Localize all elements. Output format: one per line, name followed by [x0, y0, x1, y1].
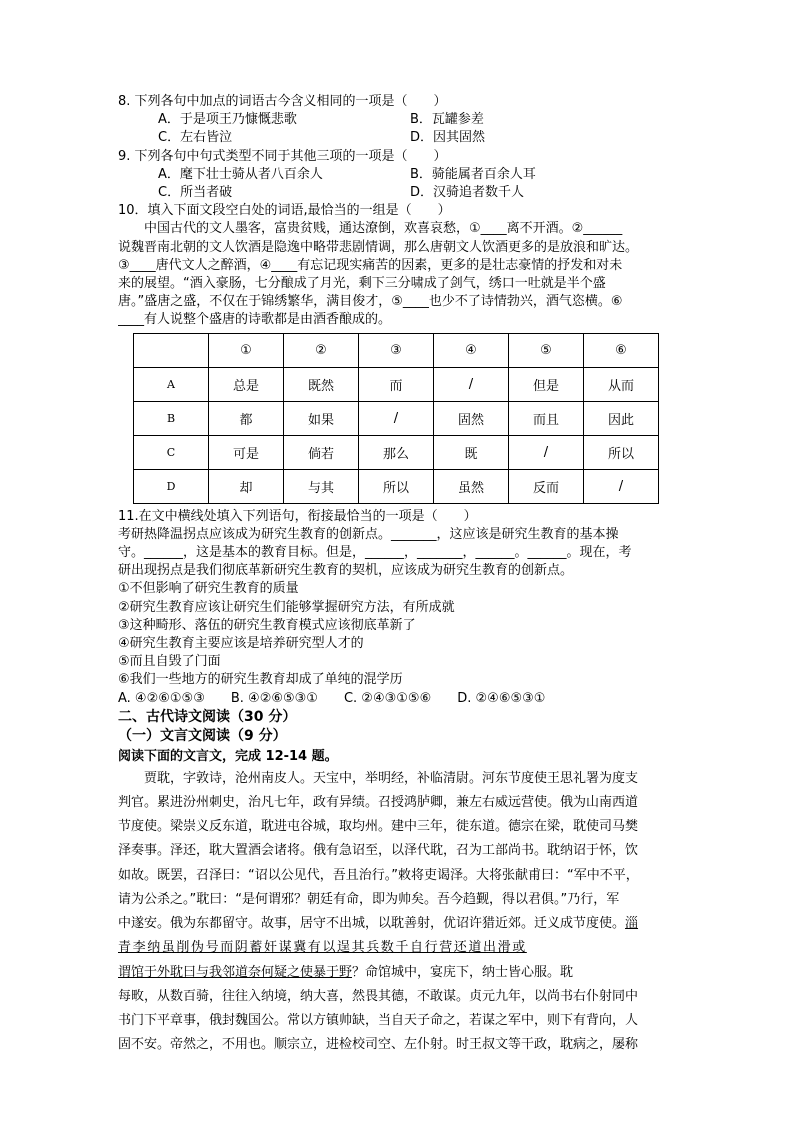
q11-text-line: 研出现拐点是我们彻底革新研究生教育的契机，应该成为研究生教育的创新点。: [118, 563, 574, 579]
q11-stem: 11.在文中横线处填入下列语句，衔接最恰当的一项是（ ）: [118, 508, 477, 524]
table-row-label: D: [134, 469, 209, 503]
q11-item: ⑤而且自毁了门面: [118, 654, 221, 670]
table-cell: ④: [434, 333, 509, 367]
q9-option-d: D．汉骑追者数千人: [410, 185, 525, 201]
q9-option-a: A．麾下壮士骑从者八百余人: [158, 166, 323, 182]
table-row-label: C: [134, 435, 209, 469]
q8-option-c: C．左右皆泣: [158, 130, 233, 146]
q10-text-line: ____有人说整个盛唐的诗歌都是由酒香酿成的。: [118, 312, 392, 328]
table-cell: 而且: [509, 401, 584, 435]
table-row-label: A: [134, 367, 209, 401]
q10-stem: 10．填入下面文段空白处的词语,最恰当的一组是（ ）: [118, 203, 451, 219]
table-row: [134, 435, 659, 469]
q9-option-b: B．骑能属者百余人耳: [410, 166, 536, 182]
q8-option-d: D．因其固然: [410, 130, 486, 146]
passage-text: 中遂安。俄为东都留守。故事，居守不出城，以耽善射，优诏许猎近郊。迁义成节度使。: [118, 916, 626, 932]
table-cell: /: [359, 401, 434, 435]
table-cell: ⑤: [509, 333, 584, 367]
table-cell: 既: [434, 435, 509, 469]
q8-option-a: A．于是项王乃慷慨悲歌: [158, 112, 297, 128]
passage-line: 如故。既罢，召泽曰：“诏以公见代，吾且治行。”敕将吏谒泽。大将张献甫曰：“军中不平，: [118, 867, 639, 883]
table-cell: 从而: [584, 367, 659, 401]
q8-options-row2: [118, 129, 678, 147]
table-cell: 总是: [209, 367, 284, 401]
q8-option-b: B．瓦罐参差: [410, 112, 484, 128]
table-cell: 但是: [509, 367, 584, 401]
table-cell: ①: [209, 333, 284, 367]
q9-options-row2: [118, 184, 678, 202]
q11-text-line: 考研热降温拐点应该成为研究生教育的创新点。_______，这应该是研究生教育的基本操: [118, 526, 619, 542]
passage-line: [118, 912, 678, 936]
q9-stem: 9. 下列各句中句式类型不同于其他三项的一项是（ ）: [118, 148, 447, 164]
table-cell: [134, 333, 209, 367]
q10-text-line: 唐。”盛唐之盛，不仅在于锦绣繁华，满目俊才，⑤____也少不了诗情勃兴，酒气恣横。⑥: [118, 294, 623, 310]
table-cell: 如果: [284, 401, 359, 435]
table-cell: 所以: [359, 469, 434, 503]
table-cell: 与其: [284, 469, 359, 503]
q10-text-line: 来的展望。“酒入豪肠，七分酿成了月光，剩下三分啸成了剑气，绣口一吐就是半个盛: [118, 276, 606, 292]
table-cell: 可是: [209, 435, 284, 469]
table-row: [134, 469, 659, 503]
table-cell: 倘若: [284, 435, 359, 469]
table-cell: 既然: [284, 367, 359, 401]
passage-line: 泽奏事。泽还，耽大置酒会诸将。俄有急诏至，以泽代耽，召为工部尚书。耽纳诏于怀，饮: [118, 843, 639, 859]
table-row: [134, 401, 659, 435]
table-cell: ⑥: [584, 333, 659, 367]
table-cell: 虽然: [434, 469, 509, 503]
q10-text-line: 中国古代的文人墨客，富贵贫贱，通达潦倒，欢喜哀愁，①____离不开酒。②______: [144, 221, 623, 237]
underlined-sentence-start: 淄: [625, 916, 639, 932]
q11-text-line: 守。______，这是基本的教育目标。但是，______，_______，______。______。现在，考: [118, 545, 632, 561]
q11-item: ④研究生教育主要应该是培养研究型人才的: [118, 636, 364, 652]
table-header-row: [134, 333, 659, 367]
q11-item: ②研究生教育应该让研究生们能够掌握研究方法，有所成就: [118, 599, 455, 615]
passage-line: 固不安。帝然之，不用也。顺宗立，进检校司空、左仆射。时王叔文等干政，耽病之，屡称: [118, 1037, 639, 1053]
passage-line: 每畋，从数百骑，往往入纳境，纳大喜，然畏其德，不敢谋。贞元九年，以尚书右仆射同中: [118, 988, 639, 1004]
passage-line: 书门下平章事，俄封魏国公。常以方镇帅缺，当自天子命之，若谋之军中，则下有背向，人: [118, 1012, 639, 1028]
q11-item: ③这种畸形、落伍的研究生教育模式应该彻底革新了: [118, 617, 416, 633]
q8-options-row1: [118, 111, 678, 129]
table-cell: 而: [359, 367, 434, 401]
q9-option-c: C．所当者破: [158, 185, 233, 201]
q11-item: ①不但影响了研究生教育的质量: [118, 581, 299, 597]
q8-stem: 8. 下列各句中加点的词语古今含义相同的一项是（ ）: [118, 94, 447, 109]
passage-line: [118, 961, 678, 985]
subsection-title: （一）文言文阅读（9 分）: [118, 727, 287, 744]
passage-line: 判官。累进汾州刺史，治凡七年，政有异绩。召授鸿胪卿，兼左右威远营使。俄为山南西道: [118, 795, 639, 811]
q11-options: A. ④②⑥①⑤③ B. ④②⑥⑤③① C. ②④③①⑤⑥ D. ②④⑥⑤③①: [118, 690, 546, 706]
table-cell: 所以: [584, 435, 659, 469]
table-cell: /: [434, 367, 509, 401]
table-cell: 却: [209, 469, 284, 503]
q9-options-row1: [118, 166, 678, 184]
underlined-sentence: 青李纳虽削伪号而阴蓄奸谋冀有以逞其兵数千自行营还道出滑或: [118, 940, 527, 956]
section-title: 二、古代诗文阅读（30 分）: [118, 708, 297, 725]
table-cell: 反而: [509, 469, 584, 503]
q10-text-line: ③____唐代文人之醉酒，④____有忘记现实痛苦的因素，更多的是壮志豪情的抒发和对未: [118, 257, 623, 273]
underlined-sentence-end: 谓馆于外耽曰与我邻道奈何疑之使暴于野: [118, 964, 353, 980]
table-cell: 固然: [434, 401, 509, 435]
table-cell: 都: [209, 401, 284, 435]
q10-answer-table: [133, 333, 659, 504]
table-cell: /: [584, 469, 659, 503]
table-row-label: B: [134, 401, 209, 435]
exam-page: [118, 93, 678, 1057]
passage-line: 节度使。梁崇义反东道，耽进屯谷城，取均州。建中三年，徙东道。德宗在梁，耽使司马樊: [118, 819, 639, 835]
table-cell: 因此: [584, 401, 659, 435]
table-row: [134, 367, 659, 401]
passage-line: 贾耽，字敦诗，沧州南皮人。天宝中，举明经，补临清尉。河东节度使王思礼署为度支: [144, 770, 639, 786]
table-cell: 那么: [359, 435, 434, 469]
table-cell: /: [509, 435, 584, 469]
reading-instruction: 阅读下面的文言文，完成 12-14 题。: [118, 748, 338, 764]
passage-line: 请为公杀之。”耽曰：“是何谓邪？朝廷有命，即为帅矣。吾今趋觐，得以君俱。”乃行，军: [118, 891, 620, 907]
q10-text-line: 说魏晋南北朝的文人饮酒是隐逸中略带悲剧情调，那么唐朝文人饮酒更多的是放浪和旷达。: [118, 239, 639, 255]
q11-item: ⑥我们一些地方的研究生教育却成了单纯的混学历: [118, 672, 403, 688]
table-cell: ③: [359, 333, 434, 367]
table-cell: ②: [284, 333, 359, 367]
passage-text: ？命馆城中，宴庑下，纳士皆心服。耽: [352, 964, 574, 980]
passage-line: [118, 936, 678, 960]
